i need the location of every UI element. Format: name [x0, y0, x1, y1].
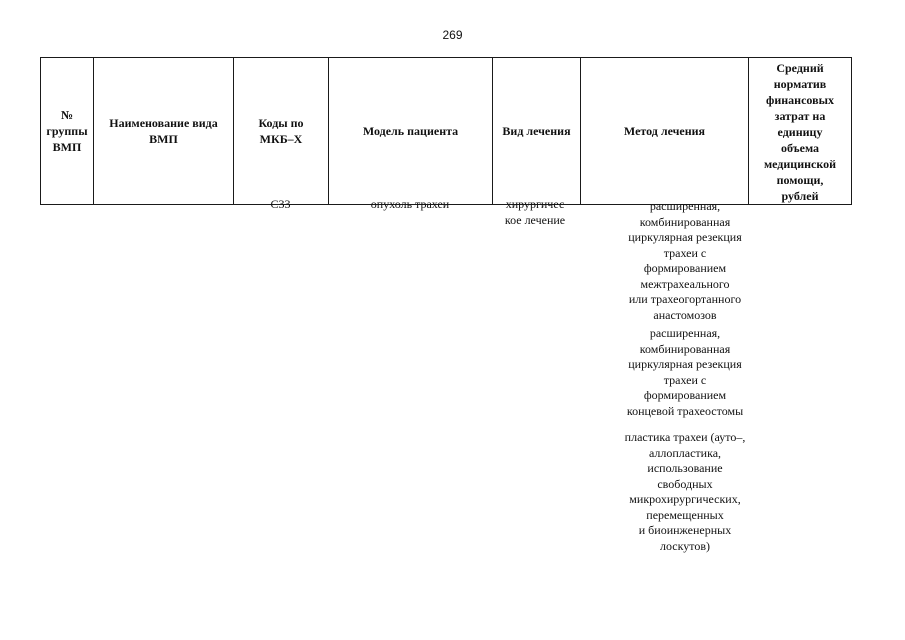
cell-treatment-method-2: расширенная, комбинированная циркулярная резекция трахеи с формированием концевой трахеостомы [626, 326, 744, 418]
header-average-cost: Средний норматив финансовых затрат на единицу объема медицинской помощи, рублей [749, 58, 852, 205]
header-patient-model: Модель пациента [329, 58, 493, 205]
cell-icd-code: С33 [270, 197, 291, 211]
cell-patient-model: опухоль трахеи [370, 197, 450, 211]
cell-treatment-method-3: пластика трахеи (ауто–, аллопластика, использование свободных микрохирургических, перемещенных и биоинженерных лоскутов) [624, 430, 746, 553]
header-icd-codes: Коды по МКБ–Х [234, 58, 329, 205]
cell-treatment-method-1: расширенная, комбинированная циркулярная резекция трахеи с формированием межтрахеального или трахеогортанного анастомозов [628, 199, 742, 322]
header-vmp-name: Наименование вида ВМП [94, 58, 234, 205]
cell-treatment-type: хирургичес кое лечение [504, 197, 566, 227]
header-treatment-method: Метод лечения [581, 58, 749, 205]
header-group-number: № группы ВМП [41, 58, 94, 205]
table-header [40, 57, 852, 205]
header-treatment-type: Вид лечения [493, 58, 581, 205]
page-number: 269 [442, 28, 463, 42]
